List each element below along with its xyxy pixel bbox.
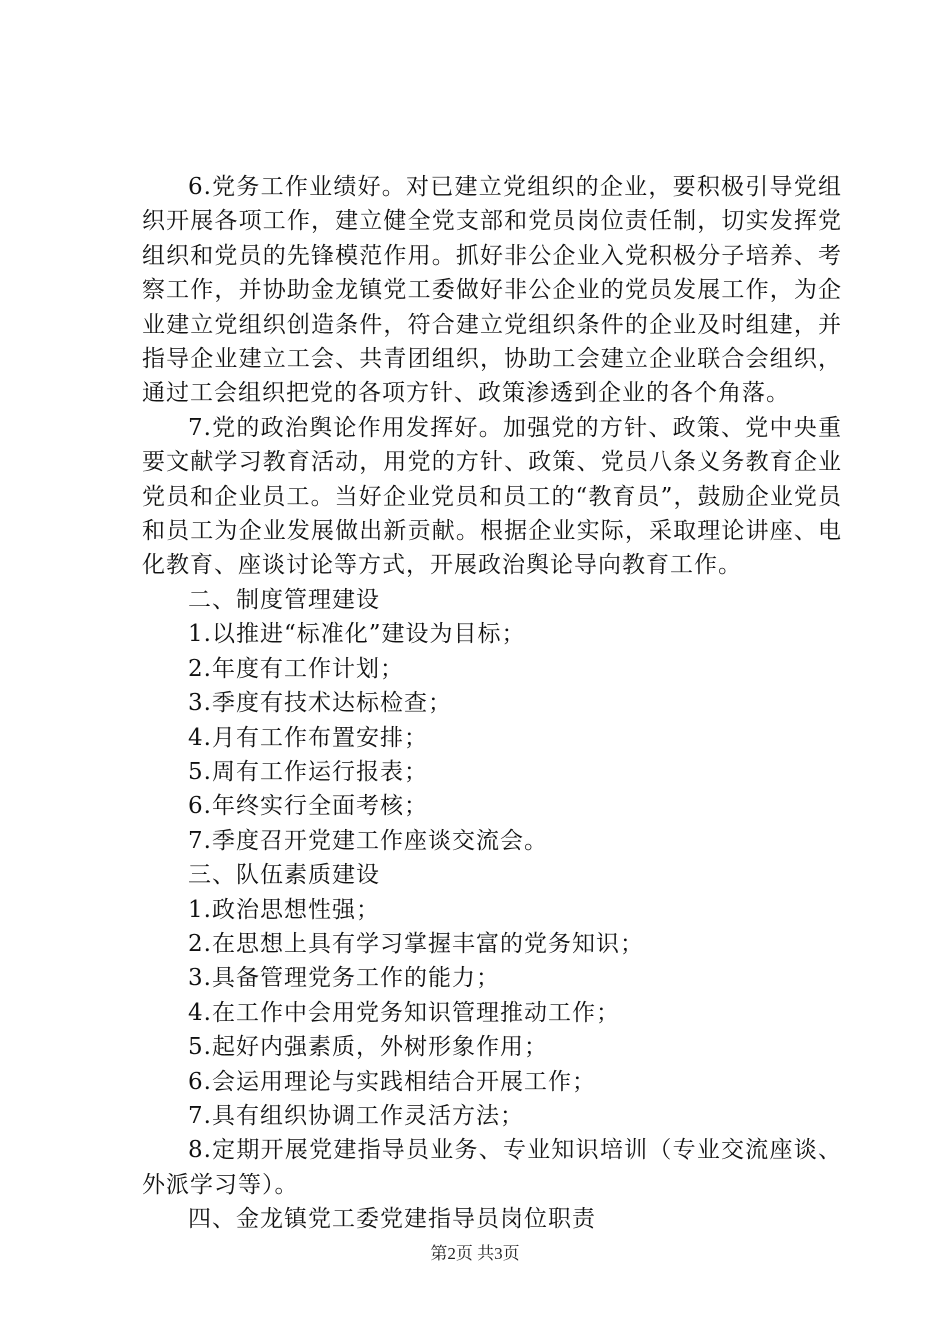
paragraph-7: 7.党的政治舆论作用发挥好。加强党的方针、政策、党中央重要文献学习教育活动，用党的方针、政策、党员八条义务教育企业党员和企业员工。当好企业党员和员工的“教育员”，鼓励企业党员和员工为企业发展做出新贡献。根据企业实际，采取理论讲座、电化教育、座谈讨论等方式，开展政治舆论导向教育工作。 [142,414,842,579]
section-heading-2: 二、制度管理建设 [188,586,380,613]
list-item: 2.年度有工作计划； [188,655,404,682]
list-item: 5.周有工作运行报表； [188,758,428,785]
list-item: 4.在工作中会用党务知识管理推动工作； [188,999,620,1026]
list-item: 1.政治思想性强； [188,896,380,923]
list-item-wrapped: 8.定期开展党建指导员业务、专业知识培训（专业交流座谈、外派学习等）。 [142,1137,842,1198]
list-item: 3.季度有技术达标检查； [188,690,452,717]
list-item: 1.以推进“标准化”建设为目标； [188,621,526,648]
section-heading-3: 三、队伍素质建设 [188,862,380,889]
list-item: 3.具备管理党务工作的能力； [188,965,500,992]
paragraph-6: 6.党务工作业绩好。对已建立党组织的企业，要积极引导党组织开展各项工作，建立健全党支部和党员岗位责任制，切实发挥党组织和党员的先锋模范作用。抓好非公企业入党积极分子培养、考察工作，并协助金龙镇党工委做好非公企业的党员发展工作，为企业建立党组织创造条件，符合建立党组织条件的企业及时组建，并指导企业建立工会、共青团组织，协助工会建立企业联合会组织，通过工会组织把党的各项方针、政策渗透到企业的各个角落。 [142,174,842,407]
list-item: 6.会运用理论与实践相结合开展工作； [188,1068,596,1095]
list-item: 7.具有组织协调工作灵活方法； [188,1102,524,1129]
document-body [142,170,842,1237]
page-number-footer: 第2页 共3页 [430,1244,520,1263]
section-heading-4: 四、金龙镇党工委党建指导员岗位职责 [188,1206,596,1233]
list-item: 4.月有工作布置安排； [188,724,428,751]
list-item: 2.在思想上具有学习掌握丰富的党务知识； [188,930,644,957]
list-item: 5.起好内强素质，外树形象作用； [188,1034,548,1061]
list-item: 7.季度召开党建工作座谈交流会。 [188,827,548,854]
list-item: 6.年终实行全面考核； [188,793,428,820]
